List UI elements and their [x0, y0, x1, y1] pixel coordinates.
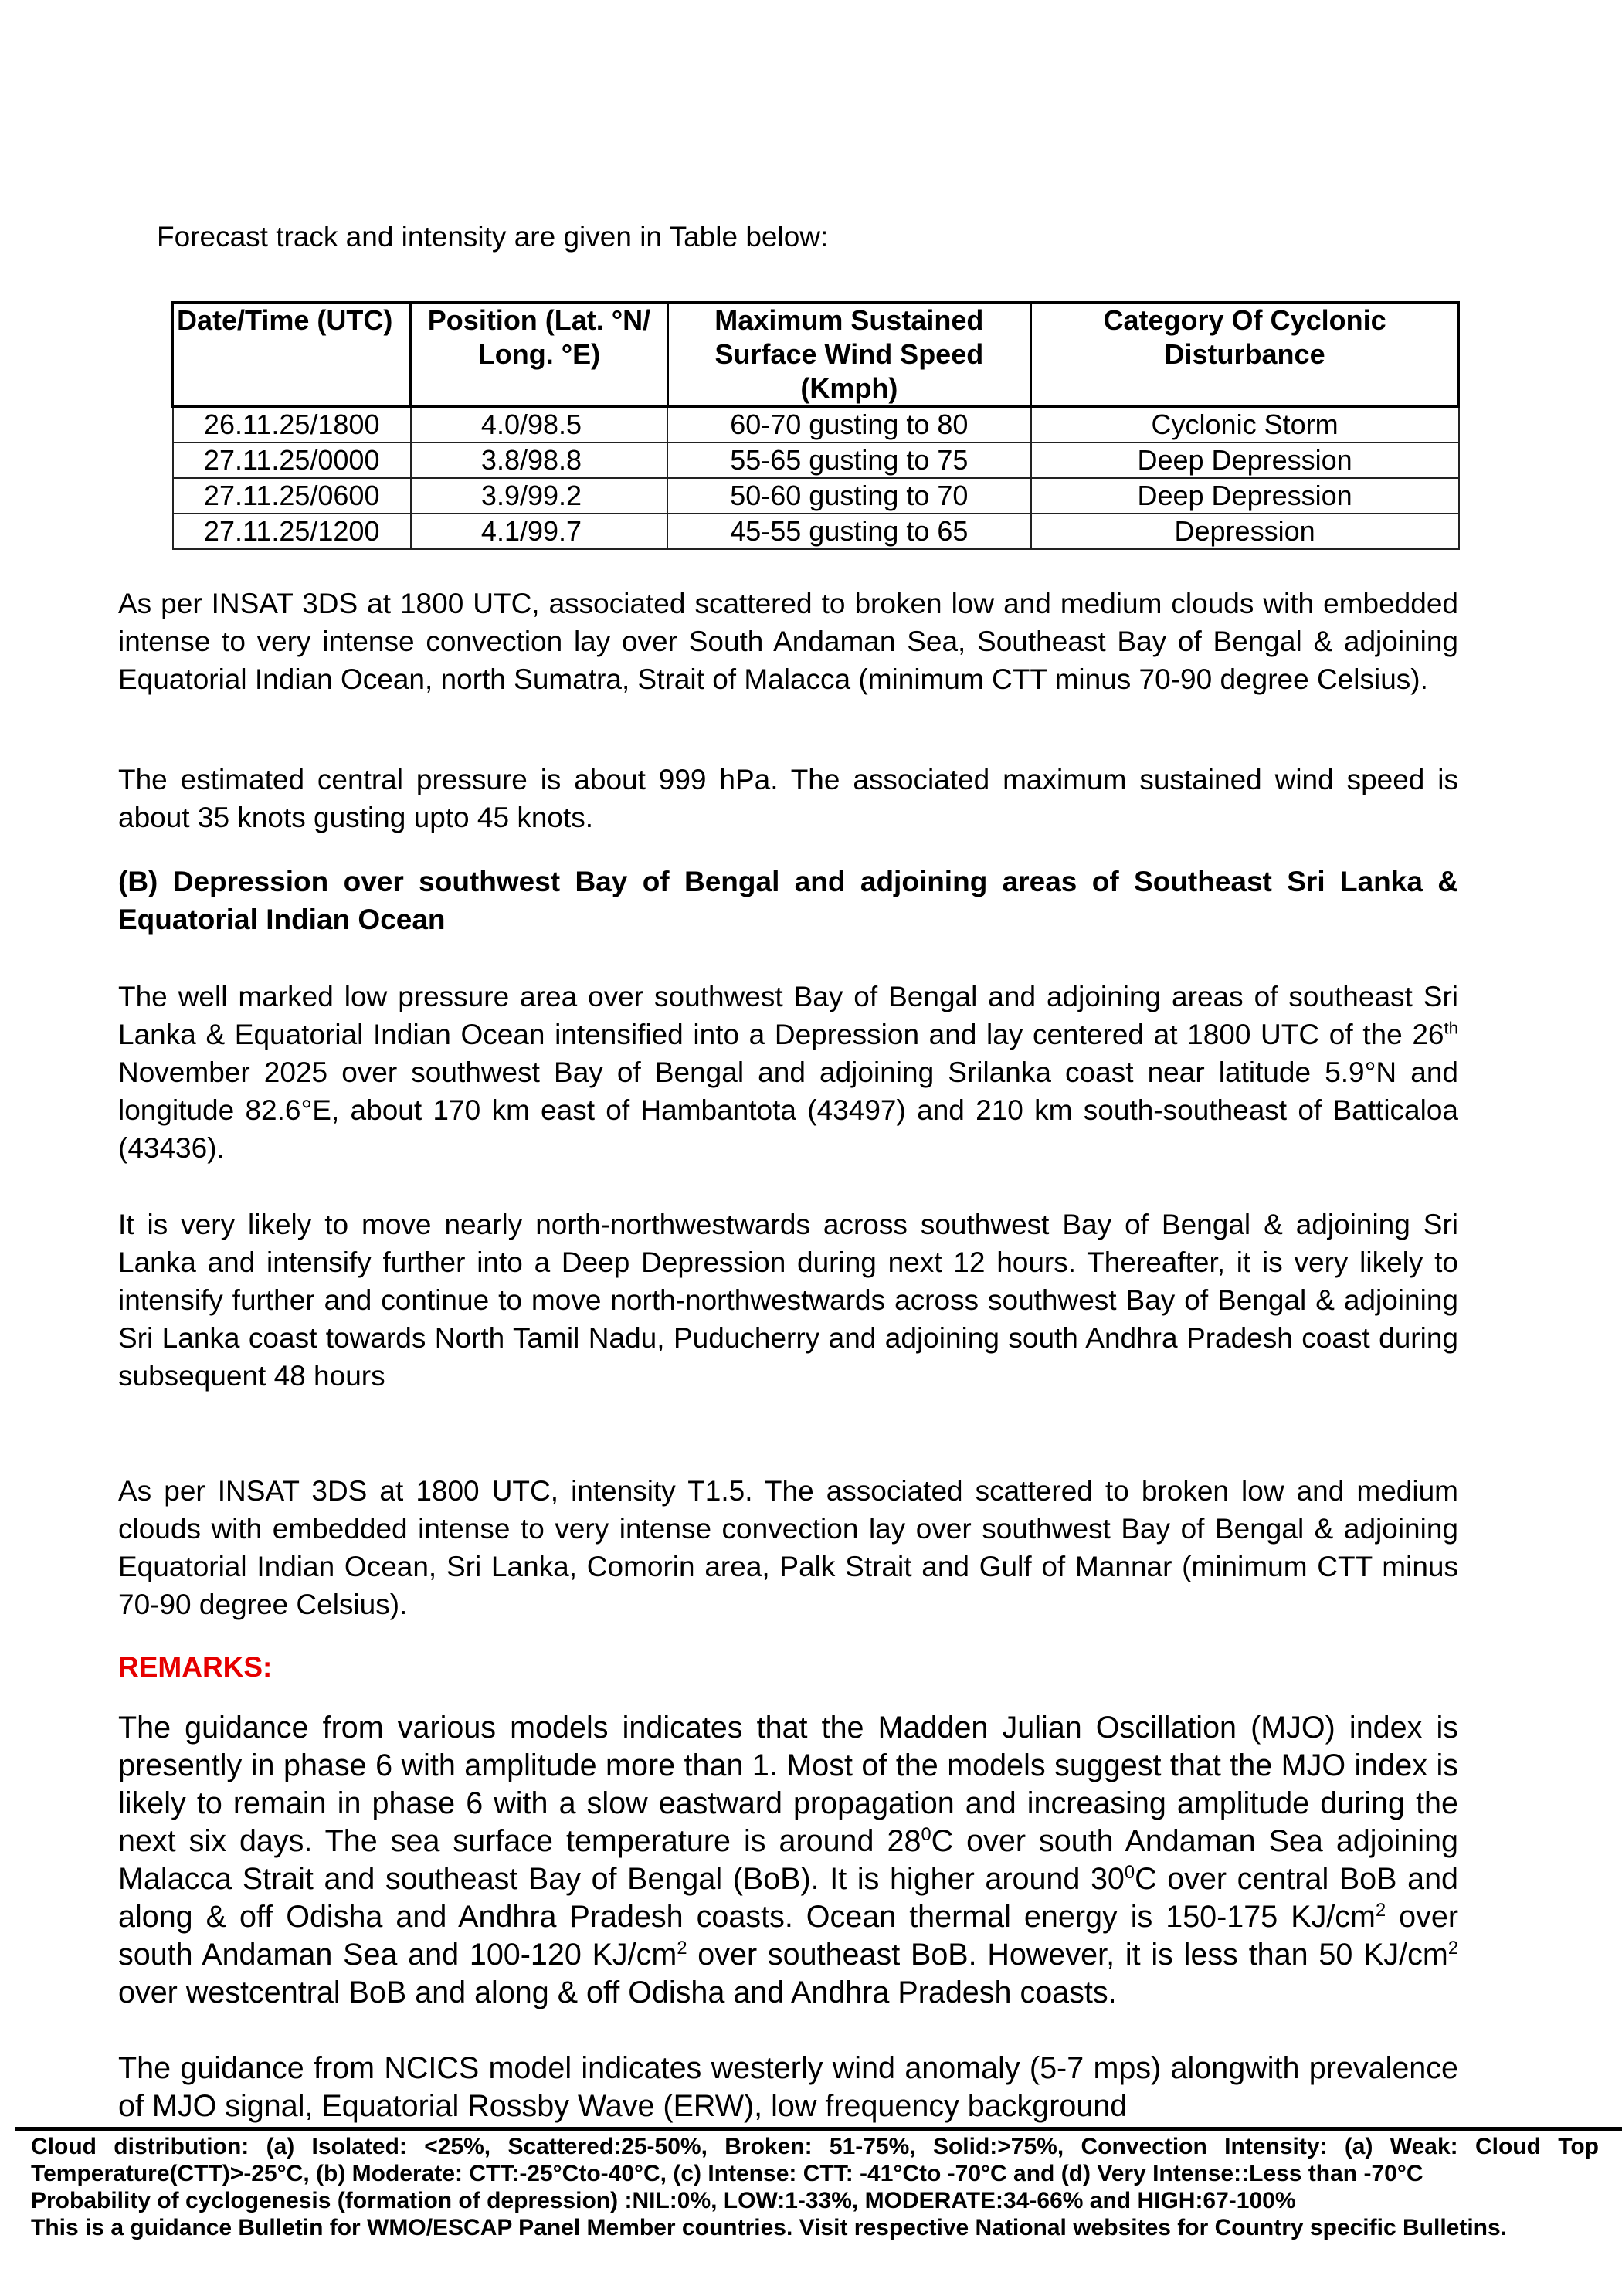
cell-position: 4.1/99.7 — [411, 514, 667, 549]
ncics-guidance-paragraph: The guidance from NCICS model indicates westerly wind anomaly (5-7 mps) alongwith prevalence of MJO signal, Equatorial Rossby Wave (ERW), low frequency background — [118, 2051, 1458, 2123]
forecast-intro: Forecast track and intensity are given in Table below: — [157, 221, 829, 253]
cell-category: Cyclonic Storm — [1031, 407, 1459, 443]
table-row — [173, 443, 1459, 478]
remarks-heading: REMARKS: — [118, 1651, 273, 1683]
cell-wind-speed: 60-70 gusting to 80 — [667, 407, 1031, 443]
para-text: over southeast BoB. However, it is less than 50 KJ/cm — [687, 1938, 1448, 1972]
header-category: Category Of Cyclonic Disturbance — [1031, 303, 1459, 407]
table-row — [173, 407, 1459, 443]
superscript: 2 — [1375, 1900, 1386, 1921]
para-text: over south Andaman Sea and 100-120 KJ/cm — [118, 1900, 1458, 1972]
cell-wind-speed: 55-65 gusting to 75 — [667, 443, 1031, 478]
cell-datetime: 27.11.25/0000 — [173, 443, 411, 478]
cell-wind-speed: 50-60 gusting to 70 — [667, 478, 1031, 514]
forecast-track-table — [171, 301, 1460, 550]
header-datetime: Date/Time (UTC) — [173, 303, 411, 407]
cell-category: Deep Depression — [1031, 478, 1459, 514]
table-row — [173, 514, 1459, 549]
cell-wind-speed: 45-55 gusting to 65 — [667, 514, 1031, 549]
cell-datetime: 26.11.25/1800 — [173, 407, 411, 443]
header-wind-speed: Maximum Sustained Surface Wind Speed (Kmph) — [667, 303, 1031, 407]
ordinal-suffix: th — [1444, 1018, 1458, 1038]
para-text: C over south Andaman Sea adjoining Malacca Strait and southeast Bay of Bengal (BoB). It is higher around 30 — [118, 1824, 1458, 1896]
cell-datetime: 27.11.25/0600 — [173, 478, 411, 514]
depression-location-paragraph — [118, 978, 1458, 1167]
para-text: November 2025 over southwest Bay of Bengal and adjoining Srilanka coast near latitude 5.9°N and longitude 82.6°E, about 170 km east of Hambantota (43497) and 210 km south-southeast of Batticaloa (43436). — [118, 1056, 1458, 1164]
footer-divider — [15, 2127, 1622, 2131]
cell-position: 3.9/99.2 — [411, 478, 667, 514]
superscript: 2 — [677, 1938, 687, 1959]
guidance-disclaimer: This is a guidance Bulletin for WMO/ESCAP Panel Member countries. Visit respective National websites for Country specific Bulletins. — [31, 2215, 1508, 2240]
cell-position: 3.8/98.8 — [411, 443, 667, 478]
para-text: over westcentral BoB and along & off Odisha and Andhra Pradesh coasts. — [118, 1976, 1117, 2009]
movement-forecast-paragraph: It is very likely to move nearly north-northwestwards across southwest Bay of Bengal & adjoining Sri Lanka and intensify further into a Deep Depression during next 12 hours. Thereafter, it is very likely to intensify further and continue to move north-northwestwards across southwest Bay of Bengal & adjoining Sri Lanka coast towards North Tamil Nadu, Puducherry and adjoining south Andhra Pradesh coast during subsequent 48 hours — [118, 1209, 1458, 1392]
cell-category: Depression — [1031, 514, 1459, 549]
cloud-distribution-note: Cloud distribution: (a) Isolated: <25%, Scattered:25-50%, Broken: 51-75%, Solid:>75%, Convection Intensity: (a) Weak: Cloud Top Temperature(CTT)>-25°C, (b) Moderate: CTT:-25°Cto-40°C, (c) Intense: CTT: -41°Cto -70°C and (d) Very Intense::Less than -70°C — [31, 2134, 1599, 2186]
table-header-row — [173, 303, 1459, 407]
superscript: 0 — [921, 1824, 931, 1845]
superscript: 2 — [1447, 1938, 1458, 1959]
intensity-observation-paragraph: As per INSAT 3DS at 1800 UTC, intensity T1.5. The associated scattered to broken low and medium clouds with embedded intense to very intense convection lay over southwest Bay of Bengal & adjoining Equatorial Indian Ocean, Sri Lanka, Comorin area, Palk Strait and Gulf of Mannar (minimum CTT minus 70-90 degree Celsius). — [118, 1475, 1458, 1620]
table-row — [173, 478, 1459, 514]
satellite-observation-paragraph: As per INSAT 3DS at 1800 UTC, associated scattered to broken low and medium clouds with embedded intense to very intense convection lay over South Andaman Sea, Southeast Bay of Bengal & adjoining Equatorial Indian Ocean, north Sumatra, Strait of Malacca (minimum CTT minus 70-90 degree Celsius). — [118, 588, 1458, 695]
bulletin-footer — [31, 2133, 1599, 2241]
superscript: 0 — [1124, 1862, 1135, 1883]
para-text: The well marked low pressure area over southwest Bay of Bengal and adjoining areas of southeast Sri Lanka & Equatorial Indian Ocean intensified into a Depression and lay centered at 1800 UTC of the 26 — [118, 981, 1458, 1050]
cell-category: Deep Depression — [1031, 443, 1459, 478]
cell-position: 4.0/98.5 — [411, 407, 667, 443]
header-position: Position (Lat. °N/ Long. °E) — [411, 303, 667, 407]
cyclogenesis-probability-note: Probability of cyclogenesis (formation of depression) :NIL:0%, LOW:1-33%, MODERATE:34-66% and HIGH:67-100% — [31, 2188, 1296, 2213]
central-pressure-paragraph: The estimated central pressure is about 999 hPa. The associated maximum sustained wind speed is about 35 knots gusting upto 45 knots. — [118, 764, 1458, 833]
mjo-guidance-paragraph — [118, 1709, 1458, 2012]
para-text: C over central BoB and along & off Odisha and Andhra Pradesh coasts. Ocean thermal energy is 150-175 KJ/cm — [118, 1862, 1459, 1934]
section-b-heading: (B) Depression over southwest Bay of Bengal and adjoining areas of Southeast Sri Lanka & Equatorial Indian Ocean — [118, 866, 1458, 935]
cell-datetime: 27.11.25/1200 — [173, 514, 411, 549]
para-text: The guidance from various models indicates that the Madden Julian Oscillation (MJO) index is presently in phase 6 with amplitude more than 1. Most of the models suggest that the MJO index is likely to remain in phase 6 with a slow eastward propagation and increasing amplitude during the next six days. The sea surface temperature is around 28 — [118, 1711, 1458, 1858]
